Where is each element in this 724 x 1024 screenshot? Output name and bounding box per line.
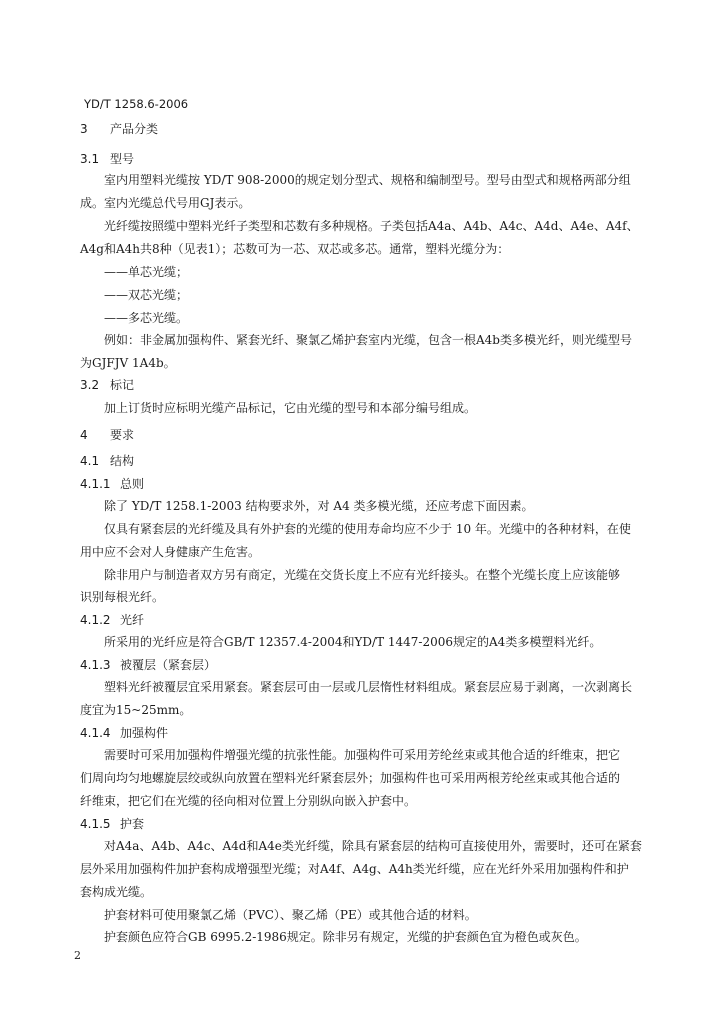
paragraph-line: 识别每根光纤。 [80, 590, 165, 604]
paragraph-line: 塑料光纤被覆层宜采用紧套。紧套层可由一层或几层惰性材料组成。紧套层应易于剥离，一次剥离长 [104, 680, 633, 694]
paragraph-line: 护套材料可使用聚氯乙烯（PVC）、聚乙烯（PE）或其他合适的材料。 [104, 908, 477, 922]
section-title: 产品分类 [110, 122, 159, 136]
paragraph-line: A4g和A4h共8种（见表1）；芯数可为一芯、双芯或多芯。通常，塑料光缆分为： [80, 242, 510, 256]
section-title: 标记 [110, 378, 135, 392]
paragraph-line: 所采用的光纤应是符合GB/T 12357.4-2004和YD/T 1447-2006规定的A4类多模塑料光纤。 [104, 635, 602, 649]
section-title: 要求 [110, 428, 135, 442]
paragraph-line: 需要时可采用加强构件增强光缆的抗张性能。加强构件可采用芳纶丝束或其他合适的纤维束，把它 [104, 748, 621, 762]
paragraph-line: 除了 YD/T 1258.1-2003 结构要求外，对 A4 类多模光缆，还应考虑下面因素。 [104, 499, 534, 513]
section-3-1-heading [80, 151, 134, 167]
section-3-heading [80, 121, 158, 137]
section-title: 光纤 [120, 613, 145, 627]
section-4-1-1-heading [80, 476, 144, 492]
list-item: ——双芯光缆； [104, 288, 189, 302]
document-code-header: YD/T 1258.6-2006 [84, 97, 189, 111]
paragraph-line: 用中应不会对人身健康产生危害。 [80, 545, 261, 559]
section-number: 4.1 [80, 454, 100, 468]
paragraph-line: 例如：非金属加强构件、紧套光纤、聚氯乙烯护套室内光缆，包含一根A4b类多模光纤，则光缆型号 [104, 333, 632, 347]
section-4-1-3-heading [80, 657, 216, 673]
paragraph-line: 纤维束，把它们在光缆的径向相对位置上分别纵向嵌入护套中。 [80, 794, 417, 808]
paragraph-line: 度宜为15~25mm。 [80, 703, 192, 717]
section-number: 3.2 [80, 378, 100, 392]
paragraph-line: 对A4a、A4b、A4c、A4d和A4e类光纤缆，除具有紧套层的结构可直接使用外，需要时，还可在紧套 [104, 839, 642, 853]
section-title: 被覆层（紧套层） [120, 658, 217, 672]
section-4-1-4-heading [80, 725, 168, 741]
section-number: 4 [80, 428, 88, 442]
paragraph-line: 加上订货时应标明光缆产品标记，它由光缆的型号和本部分编号组成。 [104, 401, 477, 415]
paragraph-line: 室内用塑料光缆按 YD/T 908-2000的规定划分型式、规格和编制型号。型号由型式和规格两部分组 [104, 173, 631, 187]
section-title: 型号 [110, 152, 135, 166]
paragraph-line: 层外采用加强构件加护套构成增强型光缆；对A4f、A4g、A4h类光纤缆，应在光纤外采用加强构件和护 [80, 862, 629, 876]
paragraph-line: 套构成光缆。 [80, 885, 153, 899]
section-number: 3.1 [80, 152, 100, 166]
section-4-1-5-heading [80, 816, 144, 832]
section-number: 4.1.5 [80, 817, 111, 831]
list-item: ——单芯光缆； [104, 265, 189, 279]
page-number: 2 [74, 949, 81, 962]
section-number: 4.1.3 [80, 658, 111, 672]
section-number: 3 [80, 122, 88, 136]
paragraph-line: 们周向均匀地螺旋层绞或纵向放置在塑料光纤紧套层外；加强构件也可采用两根芳纶丝束或其他合适的 [80, 771, 621, 785]
paragraph-line: 护套颜色应符合GB 6995.2-1986规定。除非另有规定，光缆的护套颜色宜为橙色或灰色。 [104, 930, 587, 944]
section-title: 结构 [110, 454, 135, 468]
section-title: 护套 [120, 817, 145, 831]
section-number: 4.1.2 [80, 613, 111, 627]
section-4-1-2-heading [80, 612, 144, 628]
paragraph-line: 除非用户与制造者双方另有商定，光缆在交货长度上不应有光纤接头。在整个光缆长度上应该能够 [104, 568, 621, 582]
section-4-1-heading [80, 453, 134, 469]
paragraph-line: 成。室内光缆总代号用GJ表示。 [80, 196, 251, 210]
section-3-2-heading [80, 377, 134, 393]
section-number: 4.1.1 [80, 477, 111, 491]
paragraph-line: 光纤缆按照缆中塑料光纤子类型和芯数有多种规格。子类包括A4a、A4b、A4c、A4d、A4e、A4f、 [104, 219, 639, 233]
section-title: 总则 [120, 477, 145, 491]
section-number: 4.1.4 [80, 726, 111, 740]
list-item: ——多芯光缆。 [104, 311, 189, 325]
section-title: 加强构件 [120, 726, 169, 740]
paragraph-line: 为GJFJV 1A4b。 [80, 356, 176, 370]
paragraph-line: 仅具有紧套层的光纤缆及具有外护套的光缆的使用寿命均应不少于 10 年。光缆中的各种材料，在使 [104, 522, 631, 536]
section-4-heading [80, 427, 134, 443]
